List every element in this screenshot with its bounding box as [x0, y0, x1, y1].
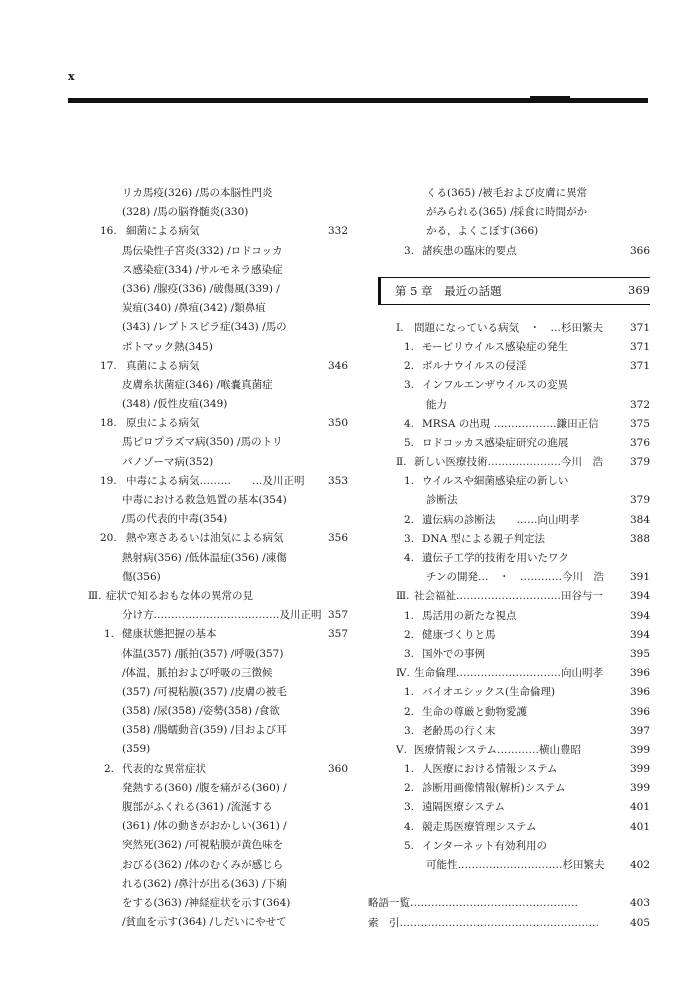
- toc-item-number: Ⅳ.: [396, 667, 410, 680]
- toc-item-number: 2.: [404, 513, 415, 526]
- toc-left-column: [82, 184, 348, 932]
- toc-entry-line[interactable]: [82, 472, 348, 491]
- toc-cont-line: [82, 242, 348, 261]
- toc-item-title: パノゾーマ病(352): [122, 455, 214, 468]
- toc-page-number: 399: [629, 763, 650, 776]
- toc-cont-line: [82, 664, 348, 683]
- toc-item-title: 分け方………………………………及川正明: [122, 609, 322, 622]
- toc-item-title: 馬活用の新たな視点: [422, 609, 517, 622]
- toc-item-title: ポトマック熱(345): [122, 340, 213, 353]
- toc-cont-line: [82, 894, 348, 913]
- toc-item-title: 傷(356): [122, 570, 161, 583]
- toc-sub-line[interactable]: [368, 645, 650, 664]
- toc-page-number: 366: [629, 244, 650, 257]
- toc-page-number: 401: [629, 820, 650, 833]
- toc-item-title: ウイルスや細菌感染症の新しい: [422, 475, 569, 488]
- toc-item-number: 4.: [404, 417, 415, 430]
- toc-item-number: Ⅴ.: [396, 743, 407, 756]
- toc-sub-line: [368, 549, 650, 568]
- toc-section-line[interactable]: [368, 587, 650, 606]
- toc-item-title: (358) /腸蠕動音(359) /目および耳: [122, 724, 287, 737]
- toc-sub-line[interactable]: [368, 242, 650, 261]
- toc-cont-line: [82, 184, 348, 203]
- toc-sub-line[interactable]: [368, 338, 650, 357]
- toc-entry-line[interactable]: [82, 529, 348, 548]
- toc-item-title: 突然死(362) /可視粘膜が黄色味を: [122, 839, 284, 852]
- toc-sub-line[interactable]: [368, 818, 650, 837]
- toc-sub-line[interactable]: [368, 415, 650, 434]
- toc-item-title: /体温，脈拍および呼吸の三徴候: [122, 666, 273, 679]
- toc-item-number: Ⅱ.: [396, 456, 407, 469]
- toc-section-line[interactable]: [368, 319, 650, 338]
- toc-item-title: がみられる(365) /採食に時間がか: [426, 206, 588, 219]
- toc-item-title: 老齢馬の行く末: [422, 724, 496, 737]
- toc-cont-line: [82, 261, 348, 280]
- toc-cont-line: [368, 184, 650, 203]
- toc-item-title: 競走馬医療管理システム: [422, 820, 537, 833]
- toc-section-cont-line[interactable]: [82, 606, 348, 625]
- toc-sub-line[interactable]: [82, 760, 348, 779]
- toc-item-number: 20.: [100, 532, 117, 545]
- toc-item-title: 諸疾患の臨床的要点: [422, 244, 517, 257]
- toc-item-title: DNA 型による親子判定法: [422, 532, 546, 545]
- toc-section-line[interactable]: [368, 664, 650, 683]
- toc-page-number: 399: [629, 743, 650, 756]
- toc-sub-line: [368, 472, 650, 491]
- toc-item-number: 1.: [104, 628, 115, 641]
- toc-item-title: れる(362) /鼻汁が出る(363) /下痢: [122, 877, 287, 890]
- toc-item-title: 中毒における救急処置の基本(354): [122, 494, 287, 506]
- toc-item-title: (343) /レプトスピラ症(343) /馬の: [122, 321, 287, 334]
- toc-item-number: 5.: [404, 436, 415, 449]
- toc-item-number: 17.: [100, 359, 117, 372]
- toc-cont-line: [82, 318, 348, 337]
- toc-cont-line: [82, 453, 348, 472]
- toc-sub-line: [368, 837, 650, 856]
- toc-item-title: リカ馬疫(326) /馬の本脳性門炎: [122, 187, 273, 199]
- toc-sub-cont-line[interactable]: [368, 491, 650, 510]
- toc-page-number: 396: [629, 686, 650, 699]
- toc-item-title: 中毒による病気……… …及川正明: [126, 474, 305, 487]
- toc-sub-line[interactable]: [368, 530, 650, 549]
- toc-item-title: をする(363) /神経症状を示す(364): [122, 896, 291, 909]
- toc-cont-line: [82, 798, 348, 817]
- page-number: x: [68, 70, 75, 83]
- toc-page-number: 357: [327, 628, 348, 641]
- toc-item-title: MRSA の出現 ………………鎌田正信: [422, 417, 599, 430]
- toc-sub-line[interactable]: [368, 434, 650, 453]
- toc-item-number: 3.: [404, 532, 415, 545]
- header-rule-accent: [530, 96, 570, 98]
- toc-item-title: 原虫による病気: [126, 417, 200, 430]
- toc-item-title: 新しい医療技術…………………今川 浩: [414, 456, 603, 469]
- chapter-page-number: 369: [628, 282, 650, 297]
- toc-item-title: 健康づくりと馬: [422, 628, 496, 641]
- toc-item-number: 1.: [404, 340, 415, 353]
- toc-sub-cont-line[interactable]: [368, 856, 650, 875]
- toc-sub-line[interactable]: [368, 626, 650, 645]
- toc-item-title: 細菌による病気: [126, 225, 200, 238]
- toc-sub-line[interactable]: [368, 760, 650, 779]
- toc-sub-line[interactable]: [368, 357, 650, 376]
- toc-sub-cont-line[interactable]: [368, 568, 650, 587]
- toc-cont-line: [368, 222, 650, 241]
- toc-item-title: 社会福祉…………………………田谷与一: [414, 590, 603, 603]
- toc-item-title: (358) /尿(358) /姿勢(358) /食欲: [122, 705, 280, 718]
- toc-item-title: 診断法: [426, 494, 458, 507]
- toc-item-title: 国外での事例: [422, 647, 485, 660]
- toc-item-number: 3.: [404, 379, 415, 392]
- toc-item-title: 体温(357) /脈拍(357) /呼吸(357): [122, 647, 284, 660]
- toc-item-title: 問題になっている病気 ・ …杉田繁夫: [414, 321, 603, 334]
- toc-item-title: 馬伝染性子宮炎(332) /ロドコッカ: [122, 244, 283, 257]
- toc-cont-line: [82, 510, 348, 529]
- toc-page-number: 360: [327, 762, 348, 775]
- toc-item-title: 能力: [426, 398, 447, 411]
- toc-entry-line[interactable]: [82, 414, 348, 433]
- toc-item-title: 遺伝病の診断法 ……向山明孝: [422, 513, 580, 526]
- toc-page-number: 350: [327, 417, 348, 430]
- toc-item-number: 3.: [404, 801, 415, 814]
- toc-item-title: 生命倫理…………………………向山明孝: [414, 667, 603, 680]
- toc-page-number: 396: [629, 705, 650, 718]
- toc-item-number: 3.: [404, 724, 415, 737]
- toc-sub-line[interactable]: [368, 683, 650, 702]
- toc-page-number: 384: [629, 513, 650, 526]
- toc-page-number: 371: [629, 360, 650, 373]
- toc-cont-line: [82, 280, 348, 299]
- toc-item-title: (336) /腺疫(336) /破傷風(339) /: [122, 282, 280, 295]
- toc-item-title: インターネット有効利用の: [422, 839, 548, 852]
- toc-page-number: 394: [629, 609, 650, 622]
- toc-item-title: ボルナウイルスの侵淫: [422, 360, 527, 373]
- toc-page-number: 397: [629, 724, 650, 737]
- toc-item-title: 診断用画像情報(解析)システム: [422, 782, 566, 795]
- chapter-heading[interactable]: [378, 277, 650, 305]
- toc-cont-line: [82, 203, 348, 222]
- toc-top-line[interactable]: [368, 894, 650, 913]
- toc-page-number: 402: [629, 859, 650, 871]
- toc-page-number: 376: [629, 436, 650, 449]
- toc-cont-line: [82, 683, 348, 702]
- toc-item-title: (359): [122, 743, 151, 756]
- toc-item-number: 5.: [404, 839, 415, 852]
- toc-item-title: /馬の代表的中毒(354): [122, 513, 228, 526]
- toc-cont-line: [82, 779, 348, 798]
- toc-cont-line: [82, 913, 348, 932]
- toc-item-title: 皮膚糸状菌症(346) /喉嚢真菌症: [122, 378, 273, 391]
- toc-item-title: 生命の尊厳と動物愛護: [422, 705, 527, 718]
- toc-page-number: 353: [327, 474, 348, 487]
- toc-item-title: 代表的な異常症状: [122, 762, 206, 775]
- toc-sub-line[interactable]: [368, 703, 650, 722]
- toc-item-title: モービリウイルス感染症の発生: [422, 340, 568, 353]
- toc-section-line[interactable]: [368, 741, 650, 760]
- toc-item-number: 1.: [404, 475, 415, 488]
- toc-page-number: 346: [327, 359, 348, 372]
- toc-item-title: インフルエンザウイルスの変異: [422, 379, 568, 392]
- toc-item-title: 遺伝子工学的技術を用いたワク: [422, 552, 569, 564]
- toc-cont-line: [82, 338, 348, 357]
- toc-item-title: 熱射病(356) /低体温症(356) /凍傷: [122, 551, 287, 564]
- toc-page-number: 401: [629, 801, 650, 814]
- toc-item-number: 4.: [404, 820, 415, 833]
- toc-page-number: 371: [629, 340, 650, 353]
- toc-cont-line: [82, 702, 348, 721]
- toc-cont-line: [82, 376, 348, 395]
- toc-sub-line[interactable]: [368, 511, 650, 530]
- toc-cont-line: [82, 645, 348, 664]
- toc-sub-line[interactable]: [368, 722, 650, 741]
- toc-cont-line: [82, 836, 348, 855]
- toc-item-title: くる(365) /被毛および皮膚に異常: [426, 187, 588, 199]
- toc-sub-line: [368, 376, 650, 395]
- toc-sub-cont-line[interactable]: [368, 396, 650, 415]
- toc-cont-line: [82, 856, 348, 875]
- toc-cont-line: [82, 740, 348, 759]
- toc-item-number: Ⅲ.: [396, 590, 410, 603]
- toc-item-title: (328) /馬の脳脊髄炎(330): [122, 206, 249, 219]
- toc-item-title: /貧血を示す(364) /しだいにやせて: [122, 916, 287, 929]
- toc-sub-line[interactable]: [82, 625, 348, 644]
- toc-entry-line[interactable]: [82, 357, 348, 376]
- toc-item-number: Ⅲ.: [88, 589, 102, 602]
- toc-entry-line[interactable]: [82, 222, 348, 241]
- toc-item-title: 略語一覧…………………………………………: [368, 897, 578, 910]
- chapter-title: 第 5 章 最近の話題: [395, 283, 502, 298]
- toc-right-column: [368, 184, 650, 933]
- toc-page-number: 396: [629, 667, 650, 680]
- toc-item-number: Ⅰ.: [396, 321, 404, 334]
- toc-cont-line: [82, 491, 348, 510]
- toc-item-title: 炭疽(340) /鼻疽(342) /類鼻疽: [122, 302, 266, 315]
- toc-item-title: バイオエシックス(生命倫理): [422, 686, 556, 699]
- toc-spacer: [368, 875, 650, 894]
- toc-page-number: 403: [629, 897, 650, 910]
- toc-page-number: 379: [629, 494, 650, 507]
- toc-page-number: 391: [629, 571, 650, 584]
- toc-sub-line[interactable]: [368, 798, 650, 817]
- toc-item-number: 2.: [404, 705, 415, 718]
- toc-item-title: 馬ピロプラズマ病(350) /馬のトリ: [122, 436, 283, 449]
- toc-item-number: 1.: [404, 609, 415, 622]
- toc-item-title: おびる(362) /体のむくみが感じら: [122, 858, 284, 871]
- toc-section-line: [82, 587, 348, 606]
- toc-item-number: 1.: [404, 686, 415, 699]
- toc-item-title: 人医療における情報システム: [422, 763, 558, 776]
- toc-item-title: 真菌による病気: [126, 359, 200, 372]
- toc-top-line[interactable]: [368, 914, 650, 933]
- toc-page-number: 372: [629, 398, 650, 411]
- toc-item-title: (361) /体の動きがおかしい(361) /: [122, 820, 287, 833]
- toc-page-number: 394: [629, 628, 650, 641]
- toc-cont-line: [82, 817, 348, 836]
- toc-item-number: 3.: [404, 647, 415, 660]
- toc-item-number: 2.: [404, 360, 415, 373]
- toc-item-title: 医療情報システム…………横山豊昭: [414, 743, 581, 756]
- toc-item-number: 3.: [404, 244, 415, 257]
- toc-cont-line: [368, 203, 650, 222]
- toc-item-title: 可能性…………………………杉田繁夫: [426, 859, 605, 871]
- toc-item-title: ロドコッカス感染症研究の進展: [422, 436, 569, 449]
- toc-page-number: 379: [629, 456, 650, 469]
- toc-page-number: 375: [629, 417, 650, 430]
- toc-cont-line: [82, 549, 348, 568]
- toc-item-title: 症状で知るおもな体の異常の見: [106, 589, 253, 602]
- toc-item-title: 健康状態把握の基本: [122, 628, 217, 641]
- toc-item-title: (348) /仮性皮疽(349): [122, 398, 228, 411]
- toc-item-number: 19.: [100, 474, 117, 487]
- toc-page-number: 399: [629, 782, 650, 795]
- toc-item-number: 4.: [404, 552, 415, 564]
- toc-item-title: 熱や寒さあるいは油気による病気: [126, 532, 284, 545]
- chapter-heading-row: [368, 261, 650, 319]
- toc-cont-line: [82, 299, 348, 318]
- toc-item-title: 索 引…………………………………………………: [368, 916, 599, 929]
- toc-page-number: 405: [629, 916, 650, 929]
- header-rule: [68, 98, 648, 103]
- toc-item-number: 2.: [404, 628, 415, 641]
- toc-item-number: 16.: [100, 225, 117, 238]
- toc-page-number: 356: [327, 532, 348, 545]
- toc-item-title: チンの開発… ・ …………今川 浩: [426, 571, 604, 584]
- toc-item-title: 発熱する(360) /腹を痛がる(360) /: [122, 781, 287, 794]
- toc-cont-line: [82, 721, 348, 740]
- toc-cont-line: [82, 568, 348, 587]
- toc-item-number: 2.: [104, 762, 115, 775]
- toc-cont-line: [82, 433, 348, 452]
- toc-item-title: かる，よくこぼす(366): [426, 225, 539, 238]
- toc-item-title: 腹部がふくれる(361) /流涎する: [122, 801, 273, 813]
- toc-item-title: (357) /可視粘膜(357) /皮膚の被毛: [122, 685, 287, 698]
- toc-sub-line[interactable]: [368, 607, 650, 626]
- toc-cont-line: [82, 395, 348, 414]
- toc-page-number: 394: [629, 590, 650, 603]
- toc-page-number: 332: [327, 225, 348, 238]
- toc-page-number: 395: [629, 647, 650, 660]
- toc-item-number: 2.: [404, 782, 415, 795]
- toc-page-number: 371: [629, 321, 650, 334]
- toc-item-number: 18.: [100, 417, 117, 430]
- toc-item-title: 遠隔医療システム: [422, 801, 505, 814]
- toc-section-line[interactable]: [368, 453, 650, 472]
- toc-item-title: ス感染症(334) /サルモネラ感染症: [122, 263, 283, 276]
- toc-page-number: 388: [629, 532, 650, 545]
- toc-item-number: 1.: [404, 763, 415, 776]
- toc-sub-line[interactable]: [368, 779, 650, 798]
- toc-page-number: 357: [327, 609, 348, 622]
- toc-cont-line: [82, 875, 348, 894]
